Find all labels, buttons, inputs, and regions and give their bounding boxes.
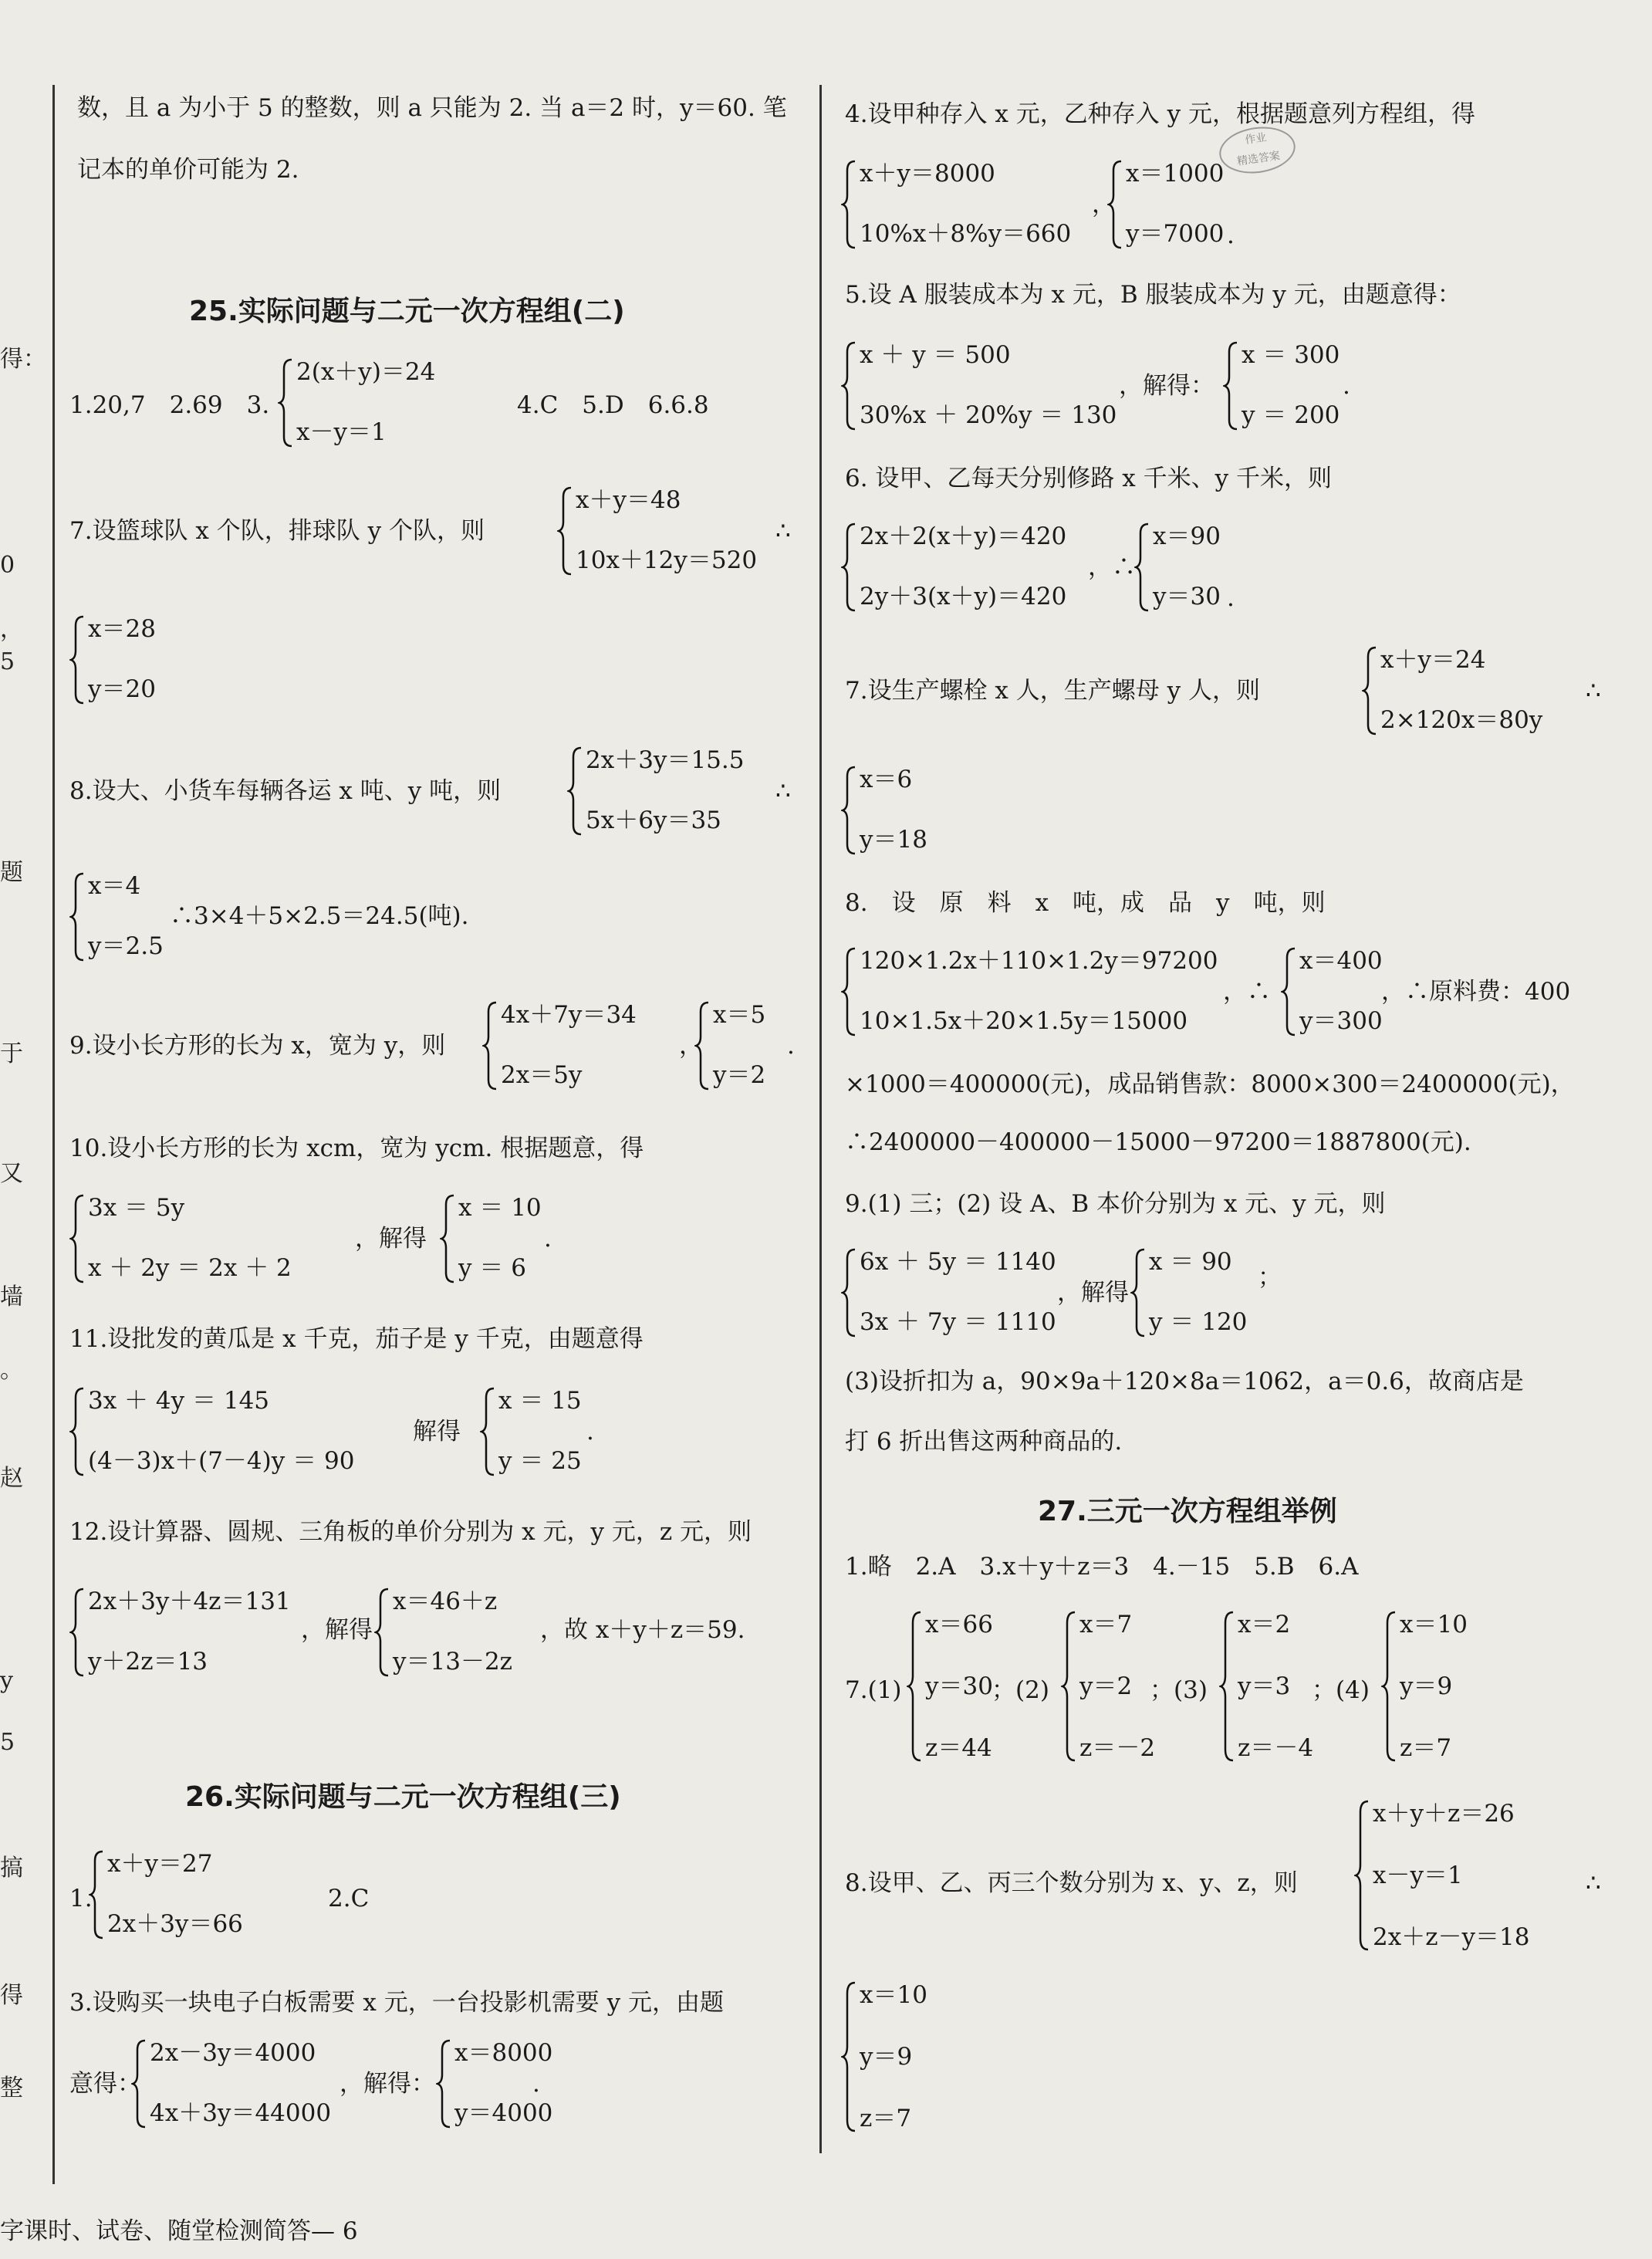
solution-system	[1134, 521, 1273, 614]
q25-11-text: 11.设批发的黄瓜是 x 千克，茄子是 y 千克，由题意得	[69, 1325, 644, 1353]
separator: ，∴	[1088, 553, 1136, 581]
q27-answers-1-6: 1.略 2.A 3.x＋y＋z＝3 4.－15 5.B 6.A	[845, 1553, 1359, 1581]
solution: x＝66	[925, 1611, 993, 1638]
solution: y＝18	[860, 826, 927, 854]
edge-fragment: ，	[0, 616, 23, 643]
equation: x ＋ 2y ＝ 2x ＋ 2	[88, 1254, 292, 1282]
equation: x＋y＋z＝26	[1373, 1800, 1515, 1828]
solution: y＝9	[1400, 1672, 1453, 1700]
solution: x＝400	[1299, 947, 1383, 975]
solution-system	[1219, 1609, 1327, 1764]
q26-8-cost: ，∴原料费：400	[1381, 978, 1571, 1006]
equation-system	[89, 1848, 289, 1941]
solution-system	[480, 1385, 634, 1478]
brace-icon	[69, 614, 86, 706]
edge-fragment: y	[0, 1667, 13, 1694]
brace-icon	[841, 764, 858, 857]
solution: y＝7000	[1126, 220, 1225, 248]
equation: 2y＋3(x＋y)＝420	[860, 583, 1067, 610]
solution: x＝2	[1238, 1611, 1291, 1638]
q26-8-line3: ∴2400000－400000－15000－97200＝1887800(元).	[845, 1128, 1471, 1156]
q26-1-prefix: 1.	[69, 1885, 93, 1912]
section-heading-25: 25.实际问题与二元一次方程组(二)	[189, 296, 625, 327]
equation: 3x ＋ 4y ＝ 145	[88, 1387, 270, 1415]
therefore-symbol: ∴	[1586, 1869, 1601, 1897]
edge-fragment: 墙	[0, 1283, 23, 1310]
separator: ；(2)	[992, 1676, 1049, 1704]
stamp-text: 作业	[1244, 131, 1268, 147]
equation: 6x ＋ 5y ＝ 1140	[860, 1248, 1056, 1276]
brace-icon	[69, 871, 86, 963]
equation: 10x＋12y＝520	[576, 546, 758, 574]
solution: y ＝ 200	[1242, 401, 1340, 429]
equation: x＋y＝48	[576, 486, 681, 514]
brace-icon	[482, 999, 499, 1092]
q26-4-text: 4.设甲种存入 x 元，乙种存入 y 元，根据题意列方程组，得	[845, 100, 1475, 128]
equation-system	[841, 945, 1227, 1038]
brace-icon	[374, 1586, 391, 1679]
period: .	[544, 1225, 552, 1253]
equation: y＋2z＝13	[88, 1648, 208, 1676]
period: .	[1343, 372, 1350, 400]
q25-1-suffix: 4.C 5.D 6.6.8	[517, 391, 709, 419]
solution: x＝90	[1153, 522, 1221, 550]
brace-icon	[1223, 340, 1240, 432]
solution: y＝3	[1238, 1672, 1291, 1700]
equation: x＋y＝8000	[860, 160, 995, 188]
brace-icon	[694, 999, 711, 1092]
equation-system	[841, 158, 1073, 251]
brace-icon	[1354, 1798, 1371, 1953]
q26-5-text: 5.设 A 服装成本为 x 元，B 服装成本为 y 元，由题意得：	[845, 281, 1461, 309]
edge-fragment: 得：	[0, 346, 46, 373]
separator: ，解得	[301, 1616, 373, 1644]
solution: y＝2.5	[88, 932, 164, 960]
solution: z＝7	[1400, 1734, 1452, 1762]
brace-icon	[841, 521, 858, 614]
period: .	[532, 2070, 540, 2098]
equation: x－y＝1	[1373, 1862, 1463, 1889]
brace-icon	[69, 1192, 86, 1285]
equation-system	[567, 745, 799, 837]
q26-9-line3: 打 6 折出售这两种商品的.	[845, 1428, 1123, 1456]
brace-icon	[567, 745, 584, 837]
edge-fragment: 整	[0, 2075, 23, 2102]
equation: 2x＋3y＋4z＝131	[88, 1588, 291, 1615]
equation-system	[278, 357, 509, 449]
equation: x＋y＝27	[107, 1850, 213, 1878]
solution-system	[374, 1586, 552, 1679]
solution: x＝6	[860, 766, 913, 793]
solution: x＝46＋z	[393, 1588, 498, 1615]
separator: ；	[1258, 1263, 1282, 1291]
solution: y＝13－2z	[393, 1648, 513, 1676]
brace-icon	[480, 1385, 497, 1478]
brace-icon	[841, 340, 858, 432]
left-column	[54, 0, 810, 2259]
equation: 2x＋2(x＋y)＝420	[860, 522, 1067, 550]
period: .	[1227, 222, 1235, 249]
section-heading-27: 27.三元一次方程组举例	[1038, 1496, 1337, 1527]
equation: 2(x＋y)＝24	[296, 358, 436, 386]
brace-icon	[69, 1586, 86, 1679]
brace-icon	[841, 158, 858, 251]
solution: x＝28	[88, 615, 156, 643]
column-divider	[819, 85, 822, 2153]
equation-system	[69, 1192, 363, 1285]
brace-icon	[1134, 521, 1151, 614]
q26-9-line2: (3)设折扣为 a，90×9a＋120×8a＝1062，a＝0.6，故商店是	[845, 1368, 1524, 1395]
intro-line-2: 记本的单价可能为 2.	[77, 156, 299, 184]
equation-system	[841, 521, 1103, 614]
solution: y＝300	[1299, 1007, 1383, 1035]
solution-system	[1223, 340, 1377, 432]
edge-fragment: 题	[0, 859, 23, 886]
edge-fragment: 赵	[0, 1465, 23, 1492]
separator: ，解得	[355, 1225, 427, 1253]
brace-icon	[1362, 644, 1379, 737]
separator: ，	[679, 1032, 703, 1060]
solution: z＝－4	[1238, 1734, 1314, 1762]
edge-fragment: 5	[0, 648, 15, 675]
solution: x ＝ 90	[1149, 1248, 1232, 1276]
brace-icon	[1281, 945, 1298, 1038]
equation-system	[841, 340, 1134, 432]
solution: y ＝ 6	[458, 1254, 526, 1282]
q25-1-prefix: 1.20,7 2.69 3.	[69, 391, 270, 419]
equation: 120×1.2x＋110×1.2y＝97200	[860, 947, 1218, 975]
separator: ；(4)	[1312, 1676, 1370, 1704]
brace-icon	[1107, 158, 1124, 251]
solution-system	[1281, 945, 1397, 1038]
q26-7-text: 7.设生产螺栓 x 人，生产螺母 y 人，则	[845, 677, 1260, 705]
equation-system	[131, 2037, 370, 2130]
solution: y＝2	[1079, 1672, 1133, 1700]
q25-9-text: 9.设小长方形的长为 x，宽为 y，则	[69, 1032, 446, 1060]
solution: x＝10	[860, 1981, 927, 2009]
brace-icon	[1381, 1609, 1398, 1764]
separator: 解得	[413, 1418, 461, 1446]
solution: y＝30	[1153, 583, 1221, 610]
equation: x ＋ y ＝ 500	[860, 341, 1011, 369]
separator: ，解得：	[340, 2070, 435, 2098]
q25-8-text: 8.设大、小货车每辆各运 x 吨、y 吨，则	[69, 777, 502, 805]
solution: x ＝ 10	[458, 1194, 542, 1222]
q25-12-result: ，故 x＋y＋z＝59.	[540, 1616, 745, 1644]
solution: y＝30	[925, 1672, 993, 1700]
equation: x－y＝1	[296, 418, 387, 446]
brace-icon	[436, 2037, 453, 2130]
solution: x＝5	[713, 1001, 766, 1029]
equation-system	[482, 999, 675, 1092]
edge-fragment: 于	[0, 1040, 23, 1067]
q26-2-answer: 2.C	[328, 1885, 370, 1912]
equation: 10×1.5x＋20×1.5y＝15000	[860, 1007, 1188, 1035]
separator: ，∴	[1223, 978, 1271, 1006]
solution: z＝7	[860, 2105, 912, 2132]
solution: y＝20	[88, 675, 156, 703]
q27-7-prefix: 7.(1)	[845, 1676, 902, 1704]
edge-fragment: 搞	[0, 1855, 23, 1882]
period: .	[586, 1418, 594, 1446]
equation-system	[1362, 644, 1593, 737]
equation: 3x ＝ 5y	[88, 1194, 185, 1222]
solution: z＝44	[925, 1734, 992, 1762]
q25-7-text: 7.设篮球队 x 个队，排球队 y 个队，则	[69, 517, 485, 545]
section-heading-26: 26.实际问题与二元一次方程组(三)	[185, 1781, 621, 1813]
brace-icon	[1130, 1246, 1147, 1339]
equation: 2x－3y＝4000	[150, 2039, 316, 2067]
equation: 2×120x＝80y	[1380, 706, 1543, 734]
equation: 5x＋6y＝35	[586, 807, 721, 834]
brace-icon	[278, 357, 295, 449]
brace-icon	[841, 1246, 858, 1339]
brace-icon	[89, 1848, 106, 1941]
edge-fragment: 。	[0, 1357, 23, 1384]
q25-8-result: ∴3×4＋5×2.5＝24.5(吨).	[170, 902, 469, 930]
equation: (4－3)x＋(7－4)y ＝ 90	[88, 1447, 355, 1475]
edge-fragment: 5	[0, 1729, 15, 1756]
equation-system	[1354, 1798, 1586, 1953]
equation-system	[69, 1586, 324, 1679]
right-column	[841, 0, 1613, 2259]
equation: 30%x ＋ 20%y ＝ 130	[860, 401, 1117, 429]
equation: 4x＋7y＝34	[501, 1001, 637, 1029]
page-footer: 字课时、试卷、随堂检测简答— 6	[0, 2217, 358, 2245]
solution: x＝7	[1079, 1611, 1133, 1638]
brace-icon	[841, 1980, 858, 2134]
solution-system	[1130, 1246, 1269, 1339]
edge-fragment: 0	[0, 552, 15, 579]
brace-icon	[1061, 1609, 1078, 1764]
therefore-symbol: ∴	[775, 517, 791, 545]
solution: x ＝ 300	[1242, 341, 1340, 369]
brace-icon	[69, 1385, 86, 1478]
q25-12-text: 12.设计算器、圆规、三角板的单价分别为 x 元，y 元，z 元，则	[69, 1518, 752, 1546]
q26-6-text: 6. 设甲、乙每天分别修路 x 千米、y 千米，则	[845, 465, 1332, 492]
q25-10-text: 10.设小长方形的长为 xcm，宽为 ycm. 根据题意，得	[69, 1135, 644, 1162]
solution-system	[1381, 1609, 1489, 1764]
solution-system	[436, 2037, 590, 2130]
solution: y＝9	[860, 2043, 913, 2071]
q26-3-text-cont: 意得：	[69, 2070, 141, 2098]
solution: y＝2	[713, 1061, 766, 1089]
solution-system	[841, 764, 995, 857]
separator: ，	[1092, 191, 1116, 218]
q27-8-text: 8.设甲、乙、丙三个数分别为 x、y、z，则	[845, 1869, 1298, 1897]
separator: ，解得	[1057, 1279, 1129, 1307]
equation: 2x＝5y	[501, 1061, 583, 1089]
brace-icon	[1219, 1609, 1236, 1764]
equation: 2x＋3y＝15.5	[586, 746, 745, 774]
solution-system	[1107, 158, 1262, 251]
solution-system	[841, 1980, 965, 2134]
brace-icon	[841, 945, 858, 1038]
solution: y ＝ 120	[1149, 1308, 1248, 1336]
therefore-symbol: ∴	[1586, 677, 1601, 705]
equation: x＋y＝24	[1380, 646, 1486, 674]
equation: 2x＋3y＝66	[107, 1910, 243, 1938]
q26-8-line2: ×1000＝400000(元)，成品销售款：8000×300＝2400000(元)，	[845, 1070, 1575, 1098]
edge-fragment: 得	[0, 1982, 23, 2009]
q26-9-text: 9.(1) 三；(2) 设 A、B 本价分别为 x 元、y 元，则	[845, 1190, 1386, 1218]
period: .	[1227, 584, 1235, 612]
solution: x＝1000	[1126, 160, 1225, 188]
brace-icon	[557, 485, 574, 577]
solution: x＝8000	[454, 2039, 553, 2067]
equation-system	[69, 1385, 440, 1478]
solution: y ＝ 25	[498, 1447, 582, 1475]
solution-system	[69, 614, 224, 706]
equation: 2x＋z－y＝18	[1373, 1923, 1530, 1951]
solution: x＝4	[88, 872, 141, 900]
brace-icon	[907, 1609, 924, 1764]
edge-fragment: 又	[0, 1160, 23, 1187]
therefore-symbol: ∴	[775, 777, 791, 805]
stamp-text: 精选答案	[1236, 150, 1281, 168]
equation: 3x ＋ 7y ＝ 1110	[860, 1308, 1056, 1336]
q26-8-text: 8. 设 原 料 x 吨，成 品 y 吨，则	[845, 889, 1326, 917]
equation-system	[841, 1246, 1073, 1339]
brace-icon	[440, 1192, 457, 1285]
solution: x ＝ 15	[498, 1387, 582, 1415]
equation-system	[557, 485, 789, 577]
q26-3-text: 3.设购买一块电子白板需要 x 元，一台投影机需要 y 元，由题	[69, 1989, 724, 2017]
solution: y＝4000	[454, 2099, 553, 2127]
solution: z＝－2	[1079, 1734, 1156, 1762]
brace-icon	[131, 2037, 148, 2130]
period: .	[787, 1032, 795, 1060]
separator: ；(3)	[1150, 1676, 1208, 1704]
equation: 4x＋3y＝44000	[150, 2099, 332, 2127]
intro-line-1: 数，且 a 为小于 5 的整数，则 a 只能为 2. 当 a＝2 时，y＝60. 笔	[77, 94, 787, 122]
separator: ，解得：	[1119, 372, 1215, 400]
solution: x＝10	[1400, 1611, 1468, 1638]
solution-system	[440, 1192, 594, 1285]
equation: 10%x＋8%y＝660	[860, 220, 1072, 248]
